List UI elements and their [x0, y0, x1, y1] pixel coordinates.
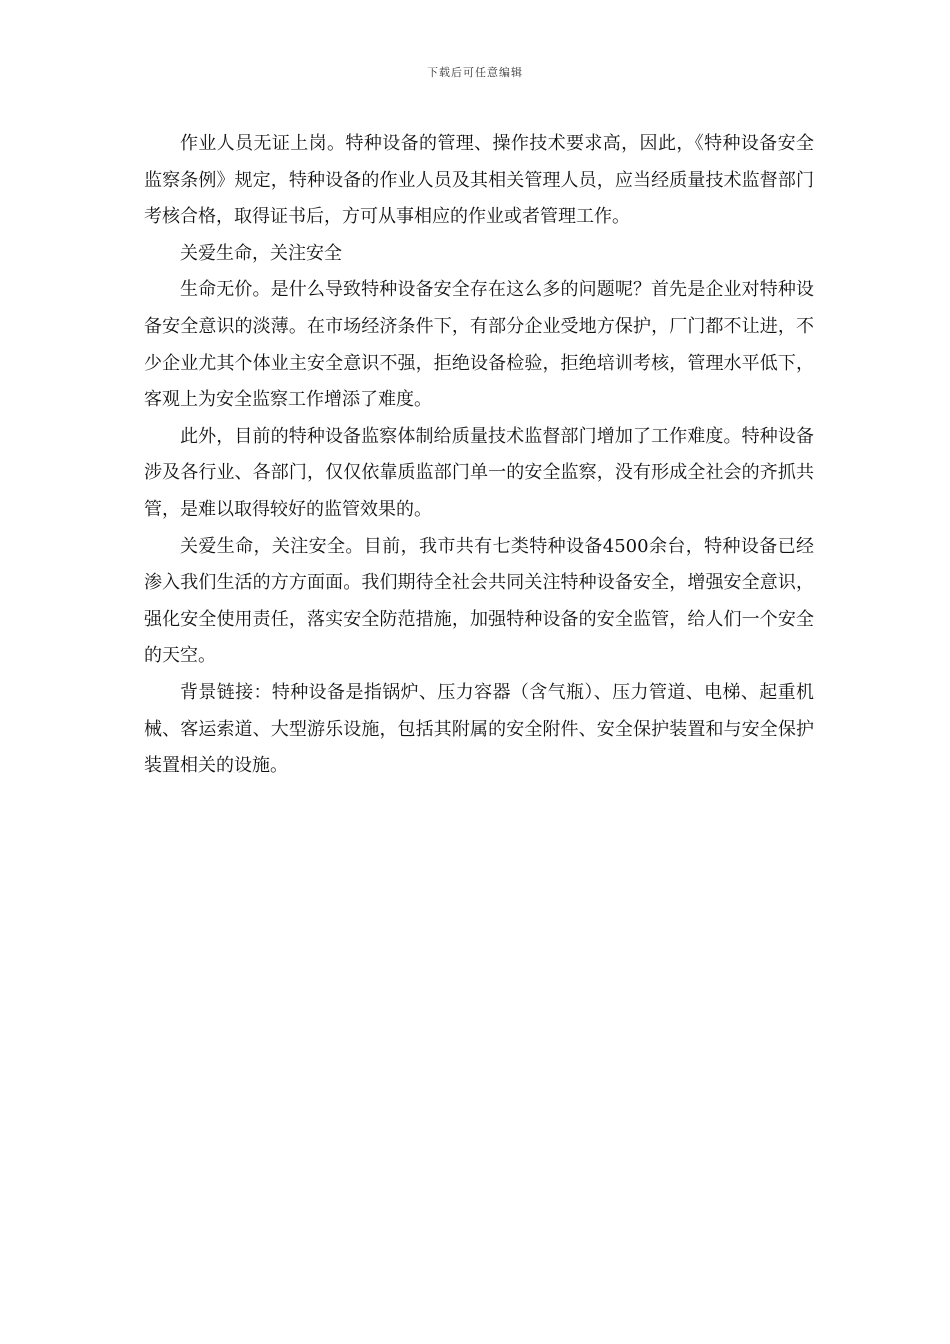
paragraph-care-for-life-safety: 关爱生命，关注安全。目前，我市共有七类特种设备4500余台，特种设备已经渗入我们生活的方方面面。我们期待全社会共同关注特种设备安全，增强安全意识，强化安全使用责任，落实安全防范措施，加强特种设备的安全监管，给人们一个安全的天空。	[144, 535, 814, 667]
paragraph-life-is-priceless: 生命无价。是什么导致特种设备安全存在这么多的问题呢？首先是企业对特种设备安全意识的淡薄。在市场经济条件下，有部分企业受地方保护，厂门都不让进，不少企业尤其个体业主安全意识不强，拒绝设备检验，拒绝培训考核，管理水平低下，客观上为安全监察工作增添了难度。	[144, 279, 814, 411]
paragraph-background-link: 背景链接：特种设备是指锅炉、压力容器（含气瓶）、压力管道、电梯、起重机械、客运索道、大型游乐设施，包括其附属的安全附件、安全保护装置和与安全保护装置相关的设施。	[144, 681, 814, 777]
section-heading-care-for-life: 关爱生命，关注安全	[180, 242, 342, 264]
document-body	[144, 126, 814, 785]
page-header-note: 下载后可任意编辑	[427, 66, 523, 79]
paragraph-supervision-system: 此外，目前的特种设备监察体制给质量技术监督部门增加了工作难度。特种设备涉及各行业、各部门，仅仅依靠质监部门单一的安全监察，没有形成全社会的齐抓共管，是难以取得较好的监管效果的。	[144, 425, 814, 520]
paragraph-uncertified-operators: 作业人员无证上岗。特种设备的管理、操作技术要求高，因此，《特种设备安全监察条例》规定，特种设备的作业人员及其相关管理人员，应当经质量技术监督部门考核合格，取得证书后，方可从事相应的作业或者管理工作。	[144, 133, 814, 228]
